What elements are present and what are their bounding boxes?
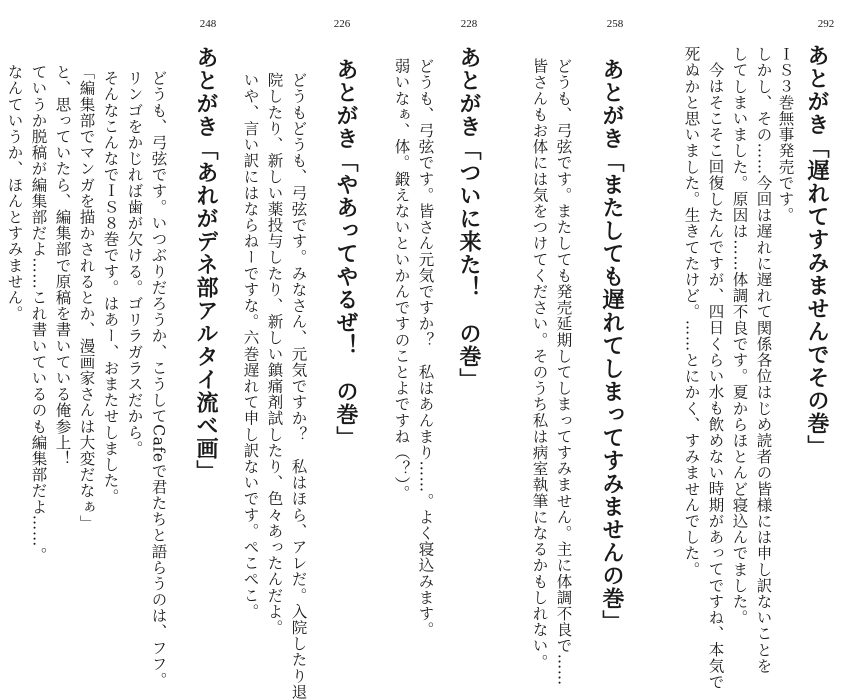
text-line: 弱いなぁ、体。鍛えないといかんですのことよですね（？）。 (392, 58, 411, 502)
afterword-title: あとがき「あれがデネ部アルタイ流べ画」 (193, 46, 219, 483)
text-line: 死ぬかと思いました。生きてたけど。……とにかく、すみませんでした。 (682, 46, 701, 578)
page-number: 226 (333, 18, 351, 30)
text-line: どうも、弓弦です。皆さん元気ですか？ 私はあんまり……。よく寝込みます。 (416, 58, 435, 638)
text-line: と、思っていたら、編集部で原稿を書いている俺参上！ (53, 64, 72, 467)
text-line: 今はそこそこ回復したんですが、四日くらい水も飲めない時期があってですね、本気で (706, 62, 725, 690)
afterword-title: あとがき「ついに来た！ の巻」 (456, 46, 482, 391)
text-line: 「編集部でマンガを描かされるとか、漫画家さんは大変だなぁ」 (77, 64, 96, 531)
text-line: そんなこんなでＩＳ８巻です。はあー、おまたせしました。 (101, 70, 120, 505)
afterword-title: あとがき「遅れてすみませんでその巻」 (804, 44, 830, 458)
text-line: してしまいました。原因は……体調不良です。夏からほとんど寝込んでました。 (730, 46, 749, 626)
afterword-title: あとがき「やあってやるぜ！ の巻」 (333, 58, 359, 449)
page-number: 258 (606, 18, 624, 30)
text-line: しかし、その……今回は遅れに遅れて関係各位はじめ読者の皆様には申し訳ないことを (754, 46, 773, 674)
page-number: 228 (460, 18, 478, 30)
text-line: いや、言い訳にはならねーですな。六巻遅れて申し訳ないです。ぺこぺこ。 (241, 72, 260, 620)
text-line: 皆さんもお体には気をつけてください。そのうち私は病室執筆になるかもしれない。 (530, 58, 549, 670)
text-line: 院したり、新しい薬投与したり、新しい鎮痛剤試したり、色々あったんだよ。 (265, 72, 284, 636)
text-line: リンゴをかじれば歯が欠ける。ゴリラガラスだから。 (125, 70, 144, 457)
text-line: なんていうか、ほんとすみません。 (5, 64, 24, 322)
text-line: ＩＳ３巻無事発売です。 (776, 46, 795, 224)
text-line: どうもどうも、弓弦です。みなさん、元気ですか？ 私はほら、アレだ。入院したり退 (289, 72, 308, 700)
afterword-title: あとがき「またしても遅れてしまってすみませんの巻」 (599, 58, 625, 633)
text-line: ていうか脱稿が編集部だよ……これ書いているのも編集部だよ……。 (29, 64, 48, 564)
text-line: どうも、弓弦です。いつぶりだろうか、こうしてCafeで君たちと語らうのは、フフ。 (149, 70, 168, 689)
page-number: 292 (817, 18, 835, 30)
page-number: 248 (199, 18, 217, 30)
text-line: どうも、弓弦です。またしても発売延期してしまってすみません。主に体調不良で…… (554, 58, 573, 686)
